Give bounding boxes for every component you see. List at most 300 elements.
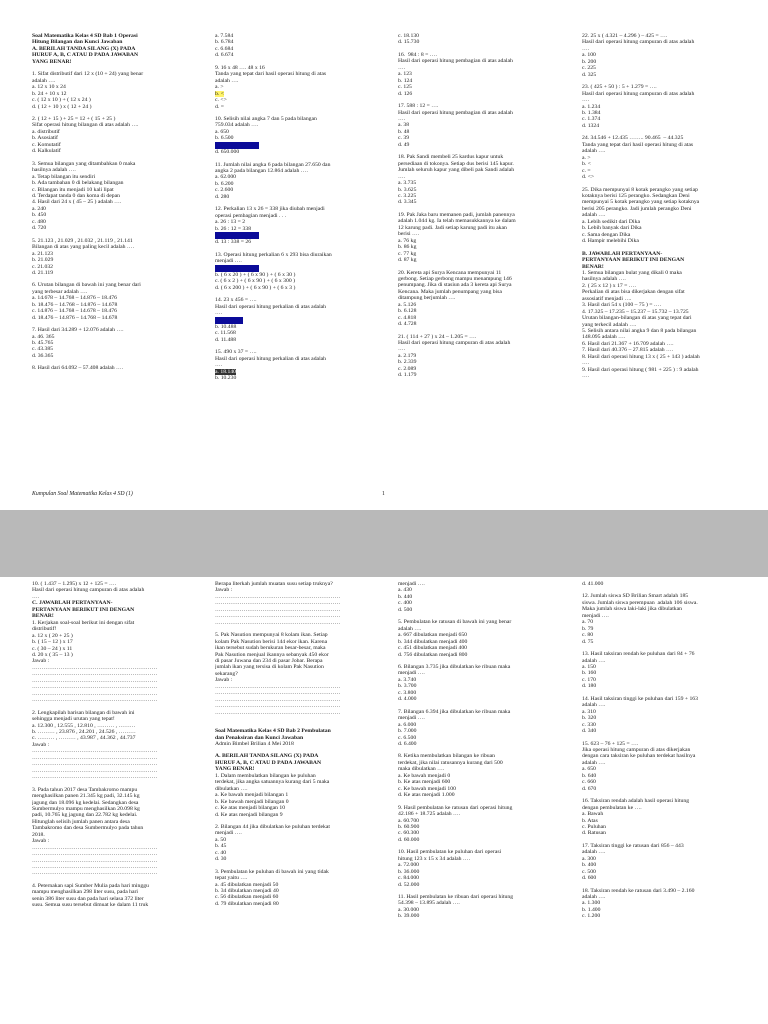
text-line: ………………………………………………………… [32,690,158,697]
text-line: c. ( 6 x 2 ) + ( 6 x 90 ) + ( 6 x 300 ) [215,278,296,285]
text-line: 5. Selisih antara nilai angka 9 dan 8 pada bilangan [582,328,697,335]
text-line: c. = [582,167,591,174]
text-line: d. 6.400 [398,740,417,747]
text-line: a. 310 [582,708,596,715]
text-line: d. 4.000 [398,696,417,703]
text-line: b. 6.500 [215,135,234,142]
text-line: sekarang? [215,670,238,677]
text-line: terdekat, jika angka satuannya kurang dari 5 maka [215,779,330,786]
text-line: c. Ke bawah menjadi 100 [398,785,456,792]
text-line: 8. Ketika membulatkan bilangan ke ribuan [398,753,495,760]
text-line: b. 320 [582,715,597,722]
text-line: b. 2.339 [398,359,417,366]
text-line: Hasil dari operasi hitung campuran di atas adalah [32,587,145,594]
text-line: c. 500 [582,868,596,875]
text-line: d. Hampir melebihi Dika [582,238,639,245]
text-line: d. 36.365 [32,352,54,359]
text-line: Sifat operasi hitung bilangan di atas adalah …. [32,122,139,129]
text-line: 148.095 adalah …. [582,334,626,341]
text-line: a. Tetap bilangan itu sendiri [32,173,96,180]
text-line: c. ( 30 – 24 ) x 11 [32,645,73,652]
text-line: Hasil dari operasi hitung campuran di atas adalah [398,340,511,347]
section-heading-line: PERTANYAAN BERIKUT INI DENGAN [32,606,135,613]
text-line: b. 34 dibulatkan menjadi 40 [215,888,279,895]
text-line: ………………………………………………………… [215,709,341,716]
text-line: 8. Hasil dari operasi hitung 13 x ( 25 + 143 ) adalah [582,353,700,360]
text-line: b. 6.128 [398,308,417,315]
text-line: d. Ke atas menjadi bilangan 9 [215,811,283,818]
text-line: Jawab : [32,658,50,665]
text-line: 8. Hasil dari 64.092 – 57.408 adalah …. [32,365,124,372]
text-line: 17. Taksiran tinggi ke ratusan dari 856 – 443 [582,842,684,849]
text-line: c. Komutatif [32,141,61,148]
text-line: 12 karung padi. Jadi setiap karung padi itu akan [398,224,507,231]
text-line: ………………………………………………………… [215,600,341,607]
text-line: 13. Operasi hitung perkalian 6 x 293 bisa diuraikan [215,251,332,258]
text-line: 7. Hasil dari 40.376 – 27.815 adalah …. [582,347,674,354]
text-line: 2. ( 25 x 12 ) x 17 = …. [582,282,636,289]
text-line: adalah …. [215,77,239,84]
text-line: Hasil dari operasi hitung campuran di atas adalah [582,39,695,46]
text-line: a. 30.000 [398,906,420,913]
text-line: 14. Hasil taksiran tinggi ke puluhan dari 159 + 163 [582,695,698,702]
text-line: adalah …. [582,702,606,709]
text-line: b. 45 [215,843,227,850]
text-line: …. [32,593,40,600]
text-line: Perkalian di atas bisa dikerjakan dengan sifat [582,289,685,296]
text-line: c. 225 [582,65,596,72]
text-line: a. 72.000 [398,862,420,869]
text-line: a. 38 [398,122,410,129]
text-line: c. 6.500 [398,734,417,741]
text-line: b. 24 + 10 x 12 [32,90,67,97]
text-line: ………………………………………………………… [32,754,158,761]
text-line: c. 3.225 [398,192,417,199]
text-line: 11. Hasil pembulatan ke ribuan dari operasi hitung [398,894,514,901]
text-line: d. 11.488 [215,336,237,343]
text-line: d. 4.728 [398,321,417,328]
text-line: ………………………………………………………… [32,857,158,864]
text-line: c. 18.130 [398,33,420,39]
text-line: kotaknya berisi 125 perangko. Sedangkan Deni [582,192,690,199]
text-line: 22. 25 x ( 4.321 – 4.296 ) – 425 = …. [582,33,668,39]
text-line: d. 1324 [582,122,600,129]
text-line: 16. 984 : 8 = …. [398,51,437,58]
text-line: 9. 16 x 48 …. 48 x 16 [215,64,265,71]
text-line: d. 670 [582,785,597,792]
text-line: c. ……… , ……… , 43.987 , 44.362 , 44.737 [32,735,136,742]
page2-column-2 [215,581,383,907]
text-line: c. 60.300 [398,830,420,837]
text-line: c. Bilangan itu menjadi 10 kali lipat [32,186,114,193]
text-line: ………………………………………………………… [32,677,158,684]
text-line: a. 21.123 [32,250,54,257]
text-line: 11. Jumlah nilai angka 6 pada bilangan 27.650 dan [215,161,331,168]
text-line: menjadi …. [215,258,242,265]
text-line: kolam Pak Nasution berisi 144 ekor ikan. Karena [215,638,328,645]
text-line: b. Ke atas menjadi 600 [398,779,451,786]
text-line: Jika operasi hitung campuran di atas dikerjakan [582,746,691,753]
text-line: Hasil dari operasi hitung perkalian di atas adalah [215,355,327,362]
section-heading-line: YANG BENAR! [215,766,255,773]
text-line: a. Bawah [582,811,604,818]
text-line: a. 650 [215,128,229,135]
text-line: c. Puluhan [582,823,607,830]
text-line: ………………………………………………………… [32,774,158,781]
text-line: susu. Semua susu tersebut dimuat ke dalam 11 truk [32,902,149,909]
section-heading-line: Soal Matematika Kelas 4 SD Bab 2 Pembulatan [215,728,331,735]
text-line: ………………………………………………………… [32,870,158,877]
text-line: b. 21.029 [32,257,54,264]
text-line: ………………………………………………………… [32,664,158,671]
text-line: a. 45 dibulatkan menjadi 50 [215,881,279,888]
text-line: menjadi …. [398,715,425,722]
text-line: 3. Pembulatan ke puluhan di bawah ini yang tidak [215,868,329,875]
text-line: 54.398 – 13.895 adalah …. [398,900,460,907]
text-line: 42.186 + 18.725 adalah …. [398,811,461,818]
text-line: a. 240 [32,205,46,212]
text-line: a. 62.000 [215,174,237,181]
text-line: d. 6.674 [215,52,234,59]
text-line: b. 86 kg [398,244,417,251]
text-line: b. 450 [32,212,47,219]
text-line: Pak Nasution menjual ikannya sebanyak 450 ekor [215,651,329,658]
text-line: c. 77 kg [398,250,417,257]
text-line: ………………………………………………………… [32,844,158,851]
text-line: Jumlah seluruh kapur yang dibeli pak Sandi adalah [398,167,515,174]
text-line: a. 2.179 [398,352,417,359]
text-line: a. 3.735 [398,180,417,187]
text-line: b. 640 [582,772,597,779]
text-line: b. 6.200 [215,180,234,187]
text-line: …. [398,346,406,353]
text-line: 5. Pembulatan ke ratusan di bawah ini yang benar [398,619,512,626]
text-line: …. [582,360,590,367]
text-line: b. 26 : 12 = 338 [215,225,252,232]
text-line: d. 650.000 [215,149,240,156]
text-line: ………………………………………………………… [215,703,341,710]
text-line: 5. Pak Nasution mempunyai 8 kolam ikan. Setiap [215,632,328,639]
text-line: 12. Jumlah siswa SD Brilian Smart adalah 185 [582,593,689,600]
text-line: b. Asosiatif [32,135,58,142]
text-line: ………………………………………………………… [215,606,341,613]
text-line: d. 720 [32,225,47,232]
text-line: a. 300 [582,855,596,862]
text-line: 5. 21.123 , 21.029 , 21.032 , 21.119 , 21.141 [32,237,133,244]
text-line: a. 100 [582,52,596,59]
text-line: a. 14.678 – 14.768 – 14.876 – 18.476 [32,295,117,302]
page1-column-1 [32,33,200,372]
text-line: c. 80 [582,632,594,639]
text-line: Jawab : [215,677,233,684]
text-line: a. 12.300 , 12.555 , 12.810 , ……… , ……… [32,722,136,729]
text-line: c. 21.032 [32,263,54,270]
text-line: d. Ke atas menjadi 1.000 [398,792,455,799]
text-line: d. 756 dibulatkan menjadi 800 [398,651,468,658]
section-heading-line: Hitung Bilangan dan Kunci Jawaban [32,39,123,46]
text-line: d. Terdapat tanda 0 dan koma di depan [32,192,120,199]
text-line: Tanda yang tepat dari hasil operasi hitung di atas [582,141,694,148]
text-line: 1. Kerjakan soal-soal berikut ini dengan sifat [32,619,135,626]
text-line: a. 3.740 [398,676,417,683]
text-line: d. ( 12 + 10 ) x ( 12 + 24 ) [32,103,92,110]
text-line: 759.034 adalah …. [215,122,259,129]
text-line: 14. 23 x 456 = …. [215,297,257,304]
text-line: a. 70 [582,619,594,626]
text-line: 6. Urutan bilangan di bawah ini yang benar dari [32,282,141,289]
text-line: siswa. Jumlah siswa perempuan adalah 106 siswa. [582,599,698,606]
text-line: 9. Hasil dari operasi hitung ( 981 + 225 ) : 9 adalah [582,366,699,373]
redacted-answer-block [215,317,383,324]
highlight-block [215,317,243,324]
text-line: c. 170 [582,676,596,683]
text-line: d. 49 [398,141,410,148]
text-line: c. 39 [398,135,410,142]
text-line: Admin Bimbel Brilian 4 Mei 2018 [215,740,294,747]
text-line: a. 50 [215,836,227,843]
text-line: padi, 10.765 kg jagung dan 22.782 kg kedelai. [32,812,138,819]
section-heading-line: PERTANYAAN BERIKUT INI DENGAN [582,257,685,264]
text-line: c. 40 [215,849,227,856]
text-line: ………………………………………………………… [32,748,158,755]
text-line: b. ……… , 23.876 , 24.201 , 24.526 , ……… [32,728,136,735]
text-line: a. Lebih sedikit dari Dika [582,218,640,225]
text-line: 25. Dika mempunyai 8 kotak perangko yang setiap [582,186,698,193]
document-page-2 [0,577,768,1024]
text-line: b. 79 [582,625,594,632]
text-line: adalah …. [582,759,606,766]
text-line: b. 10.230 [215,375,237,382]
text-line: adalah …. [582,212,606,219]
text-line: a. 12 x ( 20 + 25 ) [32,632,73,639]
text-line: d. 79 dibulatkan menjadi 80 [215,900,279,907]
text-line: mempunyai 5 kotak perangko yang setiap kotaknya [582,199,700,206]
section-heading-line: HURUF A, B, C ATAU D PADA JAWABAN [32,52,139,59]
text-line: c. Sama dengan Dika [582,231,631,238]
text-line: dengan cara taksiran ke puluhan terdekat hasilnya [582,753,696,760]
text-line: 10. Selisih nilai angka 7 dan 5 pada bilangan [215,115,317,122]
text-line: adalah 1.044 kg. Ia telah memasukkannya ke dalam [398,218,516,225]
text-line: Hasil dari operasi hitung pembagian di atas adalah [398,109,513,116]
text-line: menjadi …. [215,830,242,837]
text-line: distributif! [32,626,57,633]
text-line: a. 650 [582,766,596,773]
text-line: b. Atas [582,817,598,824]
text-line: c. 14.876 – 14.768 – 14.678 – 18.476 [32,308,117,315]
text-line: penumpang. Jika di stasiun ada 3 kereta api Surya [398,282,512,289]
text-line: adalah …. [582,849,606,856]
text-line: a. 123 [398,71,412,78]
text-line: d. 126 [398,90,413,97]
text-line: c. 3.800 [398,689,417,696]
text-line: Maka jumlah siswa laki-laki jika dibulatkan [582,606,682,613]
text-line: d. <> [582,174,595,181]
text-line: 6. Bilangan 3.735 jika dibulatkan ke ribuan maka [398,663,511,670]
text-line: b. 440 [398,593,413,600]
text-line: d. 18.476 – 14.876 – 14.768 – 14.678 [32,314,118,321]
text-line: ………………………………………………………… [32,697,158,704]
page1-column-2 [215,33,383,382]
text-line: c. 451 dibulatkan menjadi 400 [398,645,468,652]
text-line: a. 667 dibulatkan menjadi 650 [398,632,468,639]
text-line: berisi 205 perangko. Jadi jumlah perangko Deni [582,205,692,212]
text-line: …. [215,362,223,369]
text-line: yang terbesar adalah …. [32,288,88,295]
text-line: b. 48 [398,128,410,135]
text-line: c. 400 [398,600,412,607]
redacted-answer-block [215,232,383,239]
text-line: mampu menghasilkan 298 liter susu, pada hari [32,889,138,896]
text-line: …. [582,97,590,104]
section-heading-line: Soal Matematika Kelas 4 SD Bab 1 Operasi [32,33,138,39]
text-line: jagung dan 18.096 kg kedelai. Sedangkan desa [32,799,139,806]
text-line: yang terkecil adalah …. [582,321,637,328]
text-line: b. 400 [582,862,597,869]
text-line: c. 1.374 [582,116,601,123]
text-line: 3. Hasil dari 54 x (100 – 75 ) = …. [582,302,662,309]
text-line: b. 36.000 [398,868,420,875]
document-page-1 [0,0,768,510]
text-line: d. 600 [582,875,597,882]
text-line: 12. Perkalian 13 x 26 = 338 jika diubah menjadi [215,206,325,213]
text-line: 2. Lengkapilah barisan bilangan di bawah ini [32,709,135,716]
text-line: ikan tersebut sudah berukuran besar-besar, maka [215,645,326,652]
text-line: b. 7.000 [398,728,417,735]
text-line: hasilnya adalah …. [582,276,626,283]
text-line: d. ( 6 x 200 ) + ( 6 x 90 ) + ( 6 x 3 ) [215,284,296,291]
text-line: 16. Taksiran rendah adalah hasil operasi hitung [582,798,690,805]
text-line: 23. ( 425 + 50 ) : 5 + 1.279 = …. [582,84,657,91]
text-line: menjadi …. [398,581,425,587]
text-line: d. 41.000 [582,581,604,587]
text-line: a. distributif [32,128,60,135]
text-line: b. 6.784 [215,39,234,46]
redacted-answer-block [215,265,383,272]
text-line: a. 1.234 [582,103,601,110]
page-footer: Kumpulan Soal Matematika Kelas 4 SD (1) [32,491,133,497]
text-line: Jawab : [32,741,50,748]
text-line: menjadi …. [398,670,425,677]
text-line: 1. Dalam membulatkan bilangan ke puluhan [215,772,316,779]
text-line: 1. Semua bilangan bulat yang dikali 0 maka [582,269,682,276]
text-line: 4. Peternakan sapi Sumber Mulia pada hari minggu [32,882,149,889]
text-line: Bilangan di atas yang paling kecil adalah …. [32,244,135,251]
text-line: c. 2.089 [398,365,417,372]
text-line: 7. Bilangan 6.394 jika dibulatkan ke ribuan maka [398,708,511,715]
text-line: 19. Pak Jaka baru memanen padi, jumlah panennya [398,211,515,218]
text-line: c. 11.568 [215,330,236,337]
text-line: Sumbermulyo mampu menghasilkan 20.098 kg [32,805,140,812]
text-line: 2018. [32,831,45,838]
text-line: d. 60.000 [398,836,420,843]
text-line: b. 1.400 [582,906,601,913]
text-line: Jawab : [32,838,50,845]
text-line: c. 1.200 [582,913,601,920]
text-line: gerbong. Setiap gerbong mampu menampung 146 [398,275,512,282]
text-line: operasi pembagian menjadi . . . [215,212,287,219]
text-line: 1. Sifat distributif dari 12 x (10 + 24) yang benar [32,71,144,78]
text-line: ………………………………………………………… [215,593,341,600]
text-line: d. 15.730 [398,39,420,46]
text-line: d. 52.000 [398,881,420,888]
text-line: adalah …. [582,894,606,901]
text-line: menghasilkan panen 21.345 kg padi, 32.145 kg [32,793,140,800]
text-line: 17. 588 : 12 = …. [398,103,439,110]
page1-column-4 [582,33,750,380]
page2-column-1 [32,581,200,909]
text-line: 2. ( 12 + 15 ) + 25 = 12 + ( 15 + 25 ) [32,115,116,122]
section-heading-line: A. BERILAH TANDA SILANG (X) PADA [32,45,136,52]
text-line: c. 480 [32,218,46,225]
text-line: Urutan bilangan-bilangan di atas yang tepat dari [582,315,692,322]
text-line: a. 12 x 10 x 24 [32,84,66,91]
text-line: di pasar Juwana dan 234 di pasar Jobar. Berapa [215,657,323,664]
text-line: c. 43.385 [32,346,54,353]
text-line: ………………………………………………………… [215,683,341,690]
text-line: b. Ada tambahan 0 di belakang bilangan [32,180,124,187]
text-line: persediaan di tokonya. Setiap dus berisi 145 kapur. [398,160,514,167]
text-line: …. [398,173,406,180]
text-line: d. = [215,103,224,110]
text-line: c. 660 [582,779,596,786]
section-heading-line: YANG BENAR! [32,58,72,65]
text-line: b. 124 [398,77,413,84]
text-line: ………………………………………………………… [215,690,341,697]
text-line: a. 46. 365 [32,333,55,340]
text-line: d. 87 kg [398,257,417,264]
section-heading-line: BENAR! [32,613,54,620]
text-line: berisi …. [398,231,420,238]
text-line: a. > [215,84,224,91]
text-line: 10. Hasil pembulatan ke puluhan dari operasi [398,849,502,856]
text-line: a. 430 [398,587,412,594]
text-line: b. 39.000 [398,913,420,920]
text-line: d. 21.119 [32,269,54,276]
selected-answer: a. 18.140 [215,368,237,375]
text-line: b. 200 [582,58,597,65]
text-line: c. 56 dibulatkan menjadi 60 [215,894,279,901]
text-line: 24. 34.546 + 12.435 …….. 90.465 – 44.325 [582,135,684,142]
text-line: b. 160 [582,670,597,677]
text-line: c. 4.818 [398,314,417,321]
text-line: a. 1.300 [582,900,601,907]
text-line: 3. Pada tahun 2017 desa Tambakromo mampu [32,786,138,793]
text-line: ………………………………………………………… [32,864,158,871]
text-line: adalah …. [582,657,606,664]
text-line: d. 13 : 338 = 26 [215,239,252,246]
text-line: c. 125 [398,84,412,91]
text-line: 13. Hasil taksiran rendah ke puluhan dari 84 + 76 [582,651,695,658]
text-line: d. 325 [582,71,597,78]
text-line: b. 1.384 [582,109,601,116]
text-line: a. > [582,154,591,161]
text-line: a. 5.126 [398,301,417,308]
text-line: c. ( 12 x 10 ) + ( 12 x 24 ) [32,97,91,104]
text-line: jumlah ikan yang tersisa di kolam Pak Nasution [215,664,324,671]
text-line: Hasil dari operasi hitung perkalian di atas adalah [215,303,327,310]
text-line: a. 150 [582,663,596,670]
text-line: dengan pembulatan ke …. [582,804,642,811]
text-line: ………………………………………………………… [215,619,341,626]
text-line: hasilnya adalah …. [32,167,76,174]
text-line: hitung 123 x 15 x 34 adalah …. [398,855,471,862]
section-heading-line: dan Penaksiran dan Kunci Jawaban [215,734,304,741]
highlighted-answer: b. < [215,90,224,97]
page2-column-4 [582,581,750,920]
text-line: dibulatkan …. [215,785,248,792]
text-line: Tanda yang tepat dari hasil operasi hitung di atas [215,71,327,78]
text-line: 6. Hasil dari 21.367 + 16.709 adalah …. [582,340,674,347]
